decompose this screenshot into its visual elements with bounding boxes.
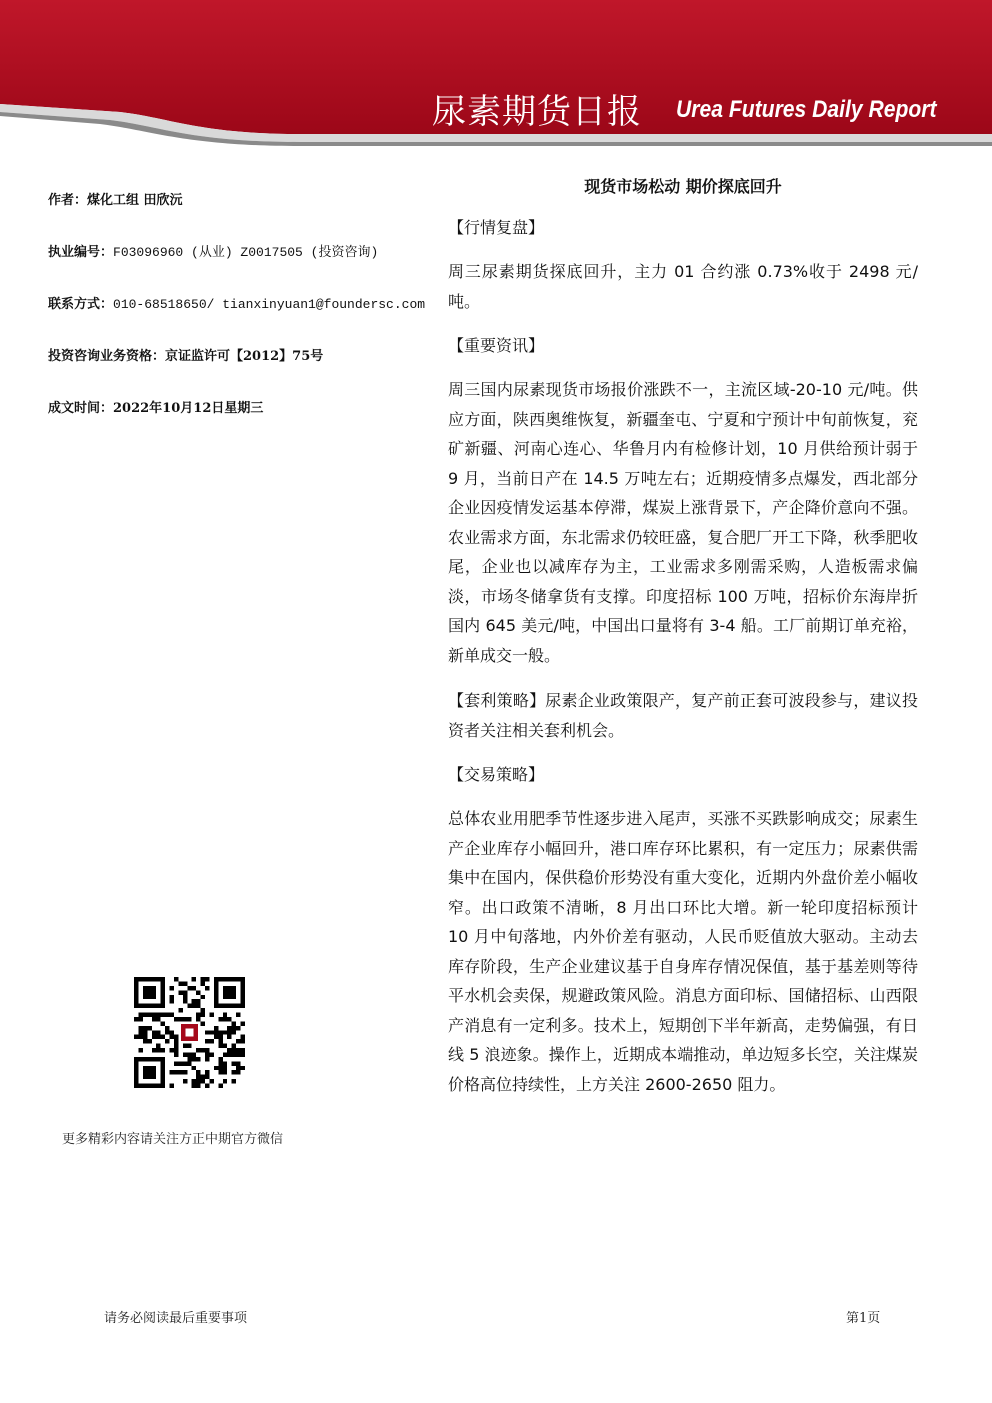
section-head-key-news: 【重要资讯】: [448, 336, 545, 355]
section-head-trading-strategy: 【交易策略】: [448, 765, 545, 784]
date-line: 成文时间：2022年10月12日星期三: [48, 401, 264, 416]
qualification-line: 投资咨询业务资格：京证监许可【2012】75号: [48, 349, 324, 364]
license-line: 执业编号：F03096960 (从业) Z0017505 (投资咨询): [48, 245, 379, 260]
page-number: 第1页: [846, 1311, 881, 1326]
section-head-market-review: 【行情复盘】: [448, 218, 545, 237]
report-title-cn: 尿素期货日报: [432, 92, 642, 132]
footer-disclaimer: 请务必阅读最后重要事项: [104, 1311, 248, 1326]
article-body: [448, 214, 918, 1115]
article-title: 现货市场松动 期价探底回升: [584, 177, 782, 196]
qr-caption: 更多精彩内容请关注方正中期官方微信: [62, 1132, 284, 1147]
paragraph-market-review: 周三尿素期货探底回升，主力 01 合约涨 0.73%收于 2498 元/吨。: [448, 262, 918, 311]
report-title-en: Urea Futures Daily Report: [676, 96, 937, 123]
author-meta: [48, 192, 438, 452]
header-banner: [0, 0, 992, 150]
paragraph-trading-strategy: 总体农业用肥季节性逐步进入尾声，买涨不买跌影响成交；尿素生产企业库存小幅回升，港口库存环比累积，有一定压力；尿素供需集中在国内，保供稳价形势没有重大变化，近期内外盘价差小幅收窄。出口政策不清晰，8 月出口环比大增。新一轮印度招标预计 10 月中旬落地，内外价差有驱动，人民币贬值放大驱动。主动去库存阶段，生产企业建议基于自身库存情况保值，基于基差则等待平水机会卖保，规避政策风险。消息方面印标、国储招标、山西限产消息有一定利多。技术上，短期创下半年新高，走势偏强，有日线 5 浪迹象。操作上，近期成本端推动，单边短多长空，关注煤炭价格高位持续性，上方关注 2600-2650 阻力。: [448, 809, 918, 1094]
contact-line: 联系方式：010-68518650/ tianxinyuan1@foundersc.com: [48, 297, 426, 312]
paragraph-key-news: 周三国内尿素现货市场报价涨跌不一，主流区域-20-10 元/吨。供应方面，陕西奥维恢复，新疆奎屯、宁夏和宁预计中旬前恢复，兖矿新疆、河南心连心、华鲁月内有检修计划，10 月供给预计弱于 9 月，当前日产在 14.5 万吨左右；近期疫情多点爆发，西北部分企业因疫情发运基本停滞，煤炭上涨背景下，产企降价意向不强。农业需求方面，东北需求仍较旺盛，复合肥厂开工下降，秋季肥收尾，企业也以减库存为主，工业需求多刚需采购，人造板需求偏淡，市场冬储拿货有支撑。印度招标 100 万吨，招标价东海岸折国内 645 美元/吨，中国出口量将有 3-4 船。工厂前期订单充裕，新单成交一般。: [448, 380, 918, 665]
qr-code-icon: [134, 977, 245, 1088]
paragraph-arbitrage-strategy: 【套利策略】尿素企业政策限产，复产前正套可波段参与，建议投资者关注相关套利机会。: [448, 691, 918, 740]
author-line: 作者：煤化工组 田欣沅: [48, 193, 183, 208]
